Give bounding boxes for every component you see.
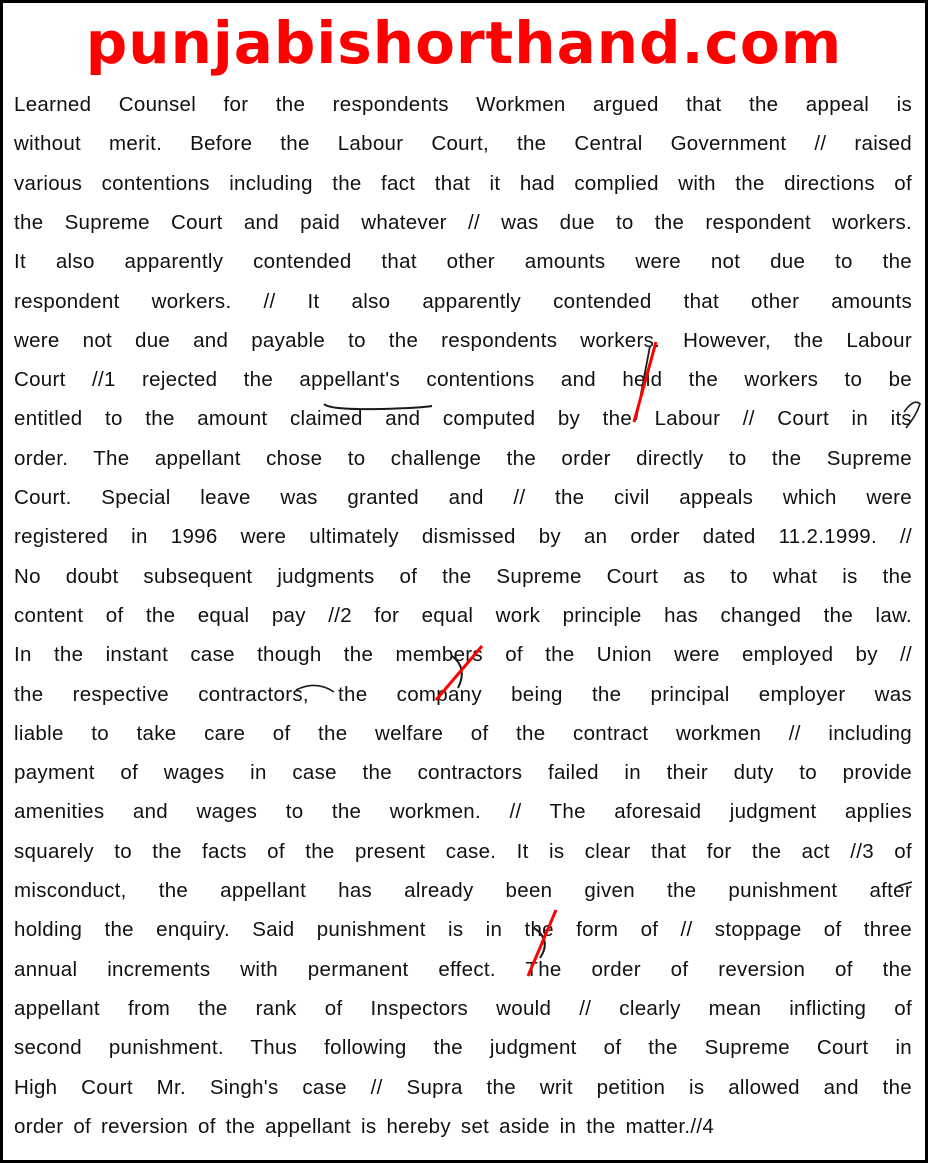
text-line: It also apparently contended that other amounts were not due to the [14,250,912,274]
text-line: respondent workers. // It also apparently contended that other amounts [14,289,912,313]
text-line: second punishment. Thus following the judgment of the Supreme Court in [14,1036,912,1060]
text-line: squarely to the facts of the present case. It is clear that for the act //3 of [14,839,912,863]
text-line: No doubt subsequent judgments of the Supreme Court as to what is the [14,564,912,588]
text-line: Learned Counsel for the respondents Workmen argued that the appeal is [14,93,912,116]
text-line: appellant from the rank of Inspectors would // clearly mean inflicting of [14,996,912,1020]
text-line: holding the enquiry. Said punishment is in the form of // stoppage of three [14,918,912,942]
text-line: payment of wages in case the contractors failed in their duty to provide [14,761,912,785]
text-line: liable to take care of the welfare of the contract workmen // including [14,721,912,745]
text-line: order. The appellant chose to challenge the order directly to the Supreme [14,446,912,470]
text-line: content of the equal pay //2 for equal work principle has changed the law. [14,603,912,627]
text-line: In the instant case though the members of the Union were employed by // [14,643,912,667]
text-line: order of reversion of the appellant is hereby set aside in the matter.//4 [14,1114,715,1138]
text-line: the respective contractors, the company being the principal employer was [14,682,912,706]
site-title: punjabishorthand.com [85,9,843,77]
text-line: annual increments with permanent effect. The order of reversion of the [14,957,912,981]
text-line: Court. Special leave was granted and // the civil appeals which were [14,486,912,509]
text-line: were not due and payable to the respondents workers. However, the Labour [14,328,912,352]
text-line: the Supreme Court and paid whatever // was due to the respondent workers. [14,210,912,234]
text-line: Court //1 rejected the appellant's contentions and held the workers to be [14,368,912,392]
text-line: without merit. Before the Labour Court, the Central Government // raised [14,132,912,156]
text-line: misconduct, the appellant has already been given the punishment after [14,879,912,902]
text-line: registered in 1996 were ultimately dismissed by an order dated 11.2.1999. // [14,525,912,549]
text-line: High Court Mr. Singh's case // Supra the writ petition is allowed and the [14,1075,912,1099]
text-line: entitled to the amount claimed and computed by the Labour // Court in its [14,407,912,431]
text-line: various contentions including the fact that it had complied with the directions of [14,171,912,195]
text-line: amenities and wages to the workmen. // The aforesaid judgment applies [14,800,912,824]
